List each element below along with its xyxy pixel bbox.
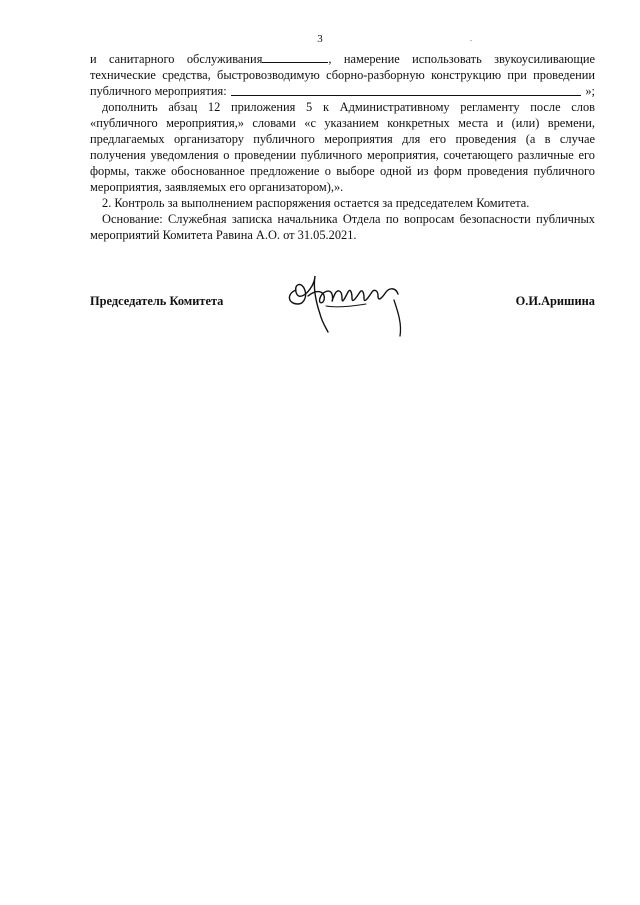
signature-block <box>0 270 640 360</box>
paragraph-1-text-b: , намерение использовать звукоусиливающие <box>328 52 595 66</box>
paragraph-1-line-1 <box>90 51 595 67</box>
paragraph-1-text-c: публичного мероприятия: <box>90 84 227 98</box>
signatory-name: О.И.Аришина <box>515 294 595 308</box>
paragraph-4: Основание: Служебная записка начальника Отдела по вопросам безопасности публичных мероприятий Комитета Равина А.О. от 31.05.2021. <box>90 212 595 242</box>
paragraph-1-text-a: и санитарного обслуживания <box>90 52 263 66</box>
signatory-title: Председатель Комитета <box>90 294 224 308</box>
paragraph-1-text-d: »; <box>585 84 595 98</box>
paragraph-1-line-2: технические средства, быстровозводимую сборно-разборную конструкцию при проведении <box>90 68 595 82</box>
handwritten-signature <box>282 270 412 360</box>
page-mark: . <box>470 34 472 43</box>
blank-field-short <box>262 52 328 63</box>
document-body <box>90 51 595 243</box>
paragraph-2: дополнить абзац 12 приложения 5 к Административному регламенту после слов «публичного мероприятия,» словами «с указанием конкретных места и (или) времени, предлагаемых организатору публичного мероприятия для его проведения (а в случае получения уведомления о проведении публичного мероприятия, сочетающего различные его формы, также обоснованное предложение о выборе одной из форм проведения публичного мероприятия, заявляемых его организатором),». <box>90 100 595 194</box>
paragraph-1-line-3 <box>90 83 595 99</box>
paragraph-3: 2. Контроль за выполнением распоряжения остается за председателем Комитета. <box>102 196 530 210</box>
page-number: 3 <box>317 33 323 45</box>
blank-field-long <box>231 85 582 96</box>
